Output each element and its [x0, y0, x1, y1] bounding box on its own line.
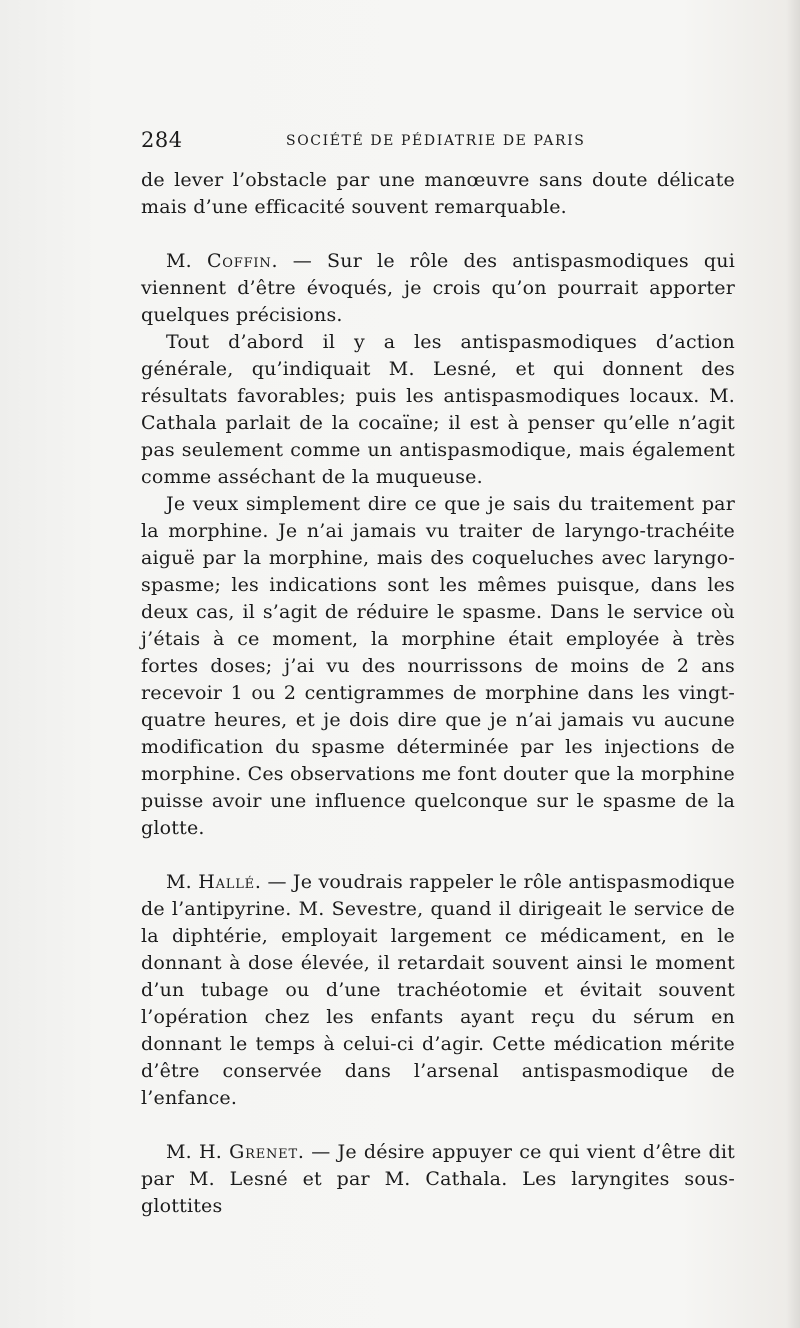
body-text [141, 167, 735, 1220]
page-edge-shadow [786, 0, 800, 1328]
paragraph-text: de lever l’obstacle par une manœuvre sans doute délicate mais d’une efficacité souvent remarquable. [141, 169, 735, 218]
paragraph-halle [141, 869, 735, 1112]
paragraph-continuation [141, 167, 735, 221]
speaker-name: Hallé [198, 871, 255, 893]
paragraph-antispasmodiques [141, 329, 735, 491]
paragraph-text: . — Sur le rôle des antispasmodiques qui viennent d’être évoqués, je crois qu’on pourrait apporter quelques précisions. [141, 250, 735, 326]
paragraph-text: Tout d’abord il y a les antispasmodiques d’action générale, qu’indiquait M. Lesné, et qui donnent des résultats favorables; puis les antispasmodiques locaux. M. Cathala parlait de la cocaïne; il est à penser qu’elle n’agit pas seulement comme un antispasmodique, mais également comme asséchant de la muqueuse. [141, 331, 735, 488]
page-number: 284 [141, 128, 183, 152]
paragraph-coffin [141, 248, 735, 329]
page-header [141, 124, 735, 154]
paragraph-text: . — Je voudrais rappeler le rôle antispasmodique de l’antipyrine. M. Sevestre, quand il dirigeait le service de la diphtérie, employait largement ce médicament, en le donnant à dose élevée, il retardait souvent ainsi le moment d’un tubage ou d’une trachéotomie et évitait souvent l’opération chez les enfants ayant reçu du sérum en donnant le temps à celui-ci d’agir. Cette médication mérite d’être conservée dans l’arsenal antispasmodique de l’enfance. [141, 871, 735, 1109]
running-head: SOCIÉTÉ DE PÉDIATRIE DE PARIS [286, 133, 586, 149]
speaker-prefix: M. [166, 250, 192, 272]
speaker-name: Grenet [229, 1141, 298, 1163]
speaker-prefix: M. [166, 871, 192, 893]
paragraph-morphine [141, 491, 735, 842]
speaker-prefix: M. H. [166, 1141, 223, 1163]
speaker-name: Coffin [206, 250, 272, 272]
paragraph-text: Je veux simplement dire ce que je sais du traitement par la morphine. Je n’ai jamais vu traiter de laryngo-trachéite aiguë par la morphine, mais des coqueluches avec laryngo-spasme; les indications sont les mêmes puisque, dans les deux cas, il s’agit de réduire le spasme. Dans le service où j’étais à ce moment, la morphine était employée à très fortes doses; j’ai vu des nourrissons de moins de 2 ans recevoir 1 ou 2 centigrammes de morphine dans les vingt-quatre heures, et je dois dire que je n’ai jamais vu aucune modification du spasme déterminée par les injections de morphine. Ces observations me font douter que la morphine puisse avoir une influence quelconque sur le spasme de la glotte. [141, 493, 735, 839]
paragraph-text: . — Je désire appuyer ce qui vient d’être dit par M. Lesné et par M. Cathala. Les laryngites sous-glottites [141, 1141, 735, 1217]
paragraph-grenet [141, 1139, 735, 1220]
